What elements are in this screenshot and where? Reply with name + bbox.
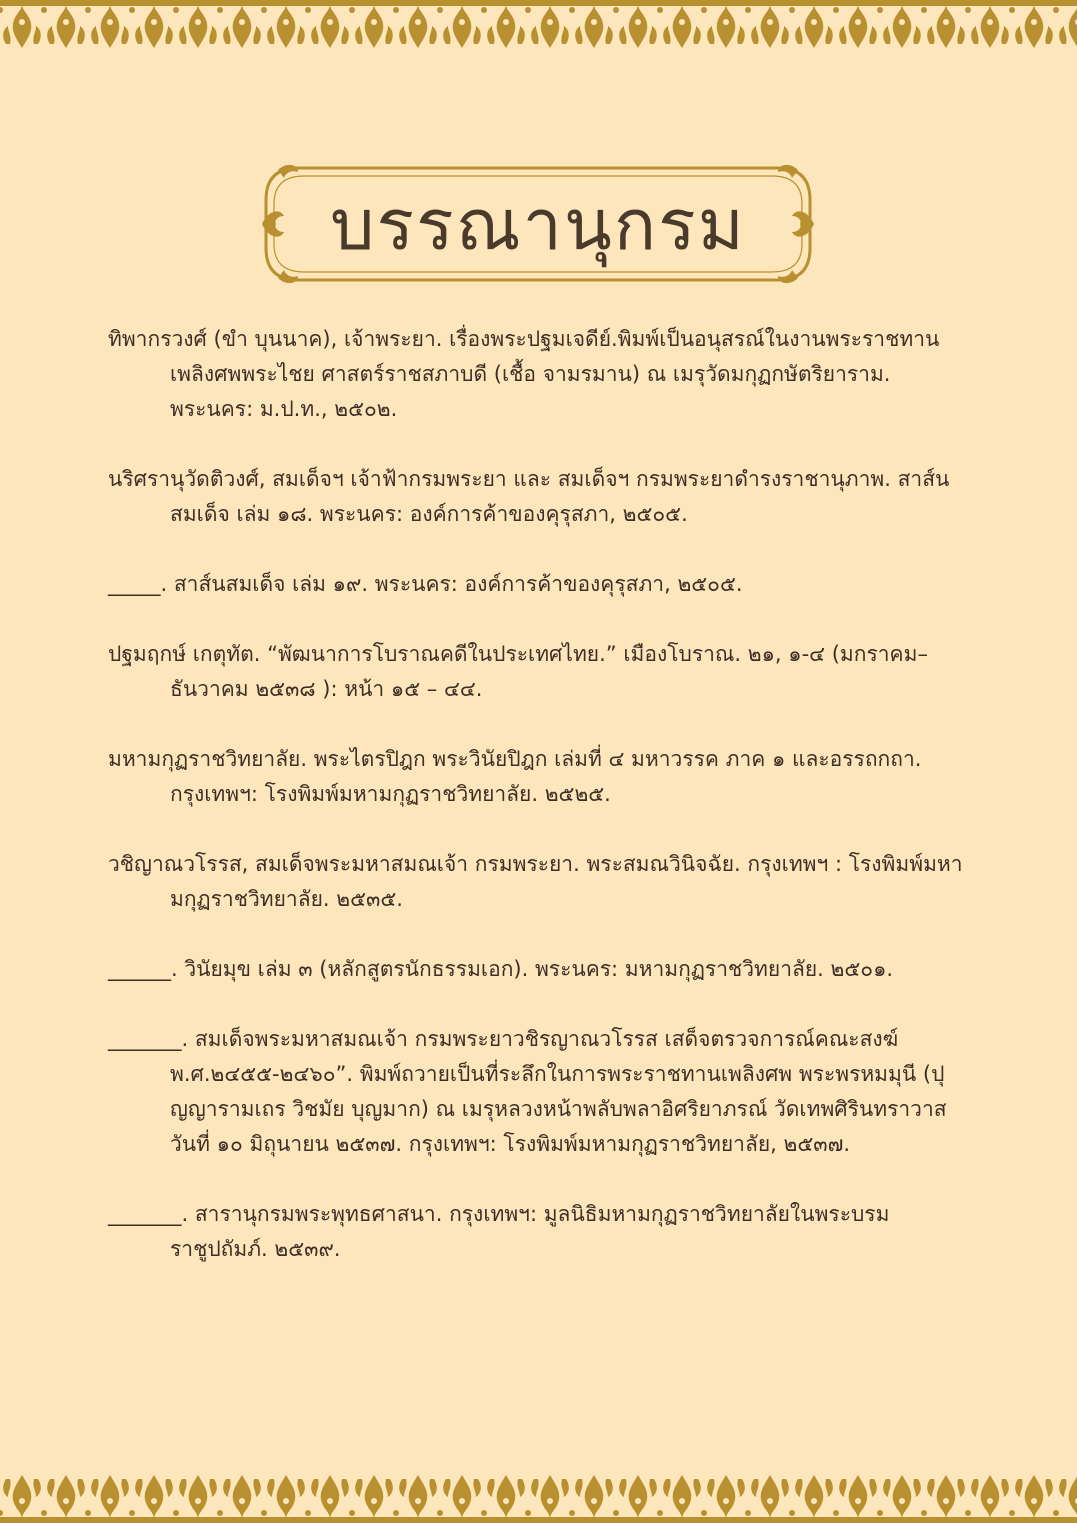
bibliography-entry: ปฐมฤกษ์ เกตุทัต. “พัฒนาการโบราณคดีในประเทศไทย.” เมืองโบราณ. ๒๑, ๑-๔ (มกราคม–ธันวาคม ๒๕๓๘ ): หน้า ๑๕ – ๔๔. <box>108 642 928 701</box>
bibliography-list <box>108 322 974 1302</box>
bibliography-entry: ทิพากรวงศ์ (ขำ บุนนาค), เจ้าพระยา. เรื่องพระปฐมเจดีย์.พิมพ์เป็นอนุสรณ์ในงานพระราชทานเพลิงศพพระไชย ศาสตร์ราชสภาบดี (เชื้อ จามรมาน) ณ เมรุวัดมกุฏกษัตริยาราม. พระนคร: ม.ป.ท., ๒๕๐๒. <box>108 327 940 421</box>
bibliography-entry: นริศรานุวัดติวงศ์, สมเด็จฯ เจ้าฟ้ากรมพระยา และ สมเด็จฯ กรมพระยาดำรงราชานุภาพ. สาส์นสมเด็จ เล่ม ๑๘. พระนคร: องค์การค้าของคุรุสภา, ๒๕๐๕. <box>108 467 950 526</box>
page-title: บรรณานุกรม <box>330 183 746 266</box>
bibliography-entry: _____. สาส์นสมเด็จ เล่ม ๑๙. พระนคร: องค์การค้าของคุรุสภา, ๒๕๐๕. <box>108 572 743 596</box>
bibliography-entry: ______. วินัยมุข เล่ม ๓ (หลักสูตรนักธรรมเอก). พระนคร: มหามกุฏราชวิทยาลัย. ๒๕๐๑. <box>108 957 894 981</box>
bibliography-entry: วชิญาณวโรรส, สมเด็จพระมหาสมณเจ้า กรมพระยา. พระสมณวินิจฉัย. กรุงเทพฯ : โรงพิมพ์มหามกุฏราชวิทยาลัย. ๒๕๓๕. <box>108 852 963 911</box>
bottom-ornament-border <box>0 1471 1077 1523</box>
top-ornament-border <box>0 0 1077 52</box>
bibliography-entry: _______. สมเด็จพระมหาสมณเจ้า กรมพระยาวชิรญาณวโรรส เสด็จตรวจการณ์คณะสงฆ์ พ.ศ.๒๔๕๕-๒๔๖๐”. พิมพ์ถวายเป็นที่ระลึกในการพระราชทานเพลิงศพ พระพรหมมุนี (ปุญญารามเถร วิชมัย บุญมาก) ณ เมรุหลวงหน้าพลับพลาอิศริยาภรณ์ วัดเทพศิรินทราวาส วันที่ ๑๐ มิถุนายน ๒๕๓๗. กรุงเทพฯ: โรงพิมพ์มหามกุฏราชวิทยาลัย, ๒๕๓๗. <box>108 1027 947 1156</box>
bibliography-entry: มหามกุฏราชวิทยาลัย. พระไตรปิฎก พระวินัยปิฎก เล่มที่ ๔ มหาวรรค ภาค ๑ และอรรถกถา. กรุงเทพฯ: โรงพิมพ์มหามกุฏราชวิทยาลัย. ๒๕๒๕. <box>108 747 922 806</box>
bibliography-entry: _______. สารานุกรมพระพุทธศาสนา. กรุงเทพฯ: มูลนิธิมหามกุฏราชวิทยาลัยในพระบรมราชูปถัมภ์. ๒๕๓๙. <box>108 1202 890 1261</box>
